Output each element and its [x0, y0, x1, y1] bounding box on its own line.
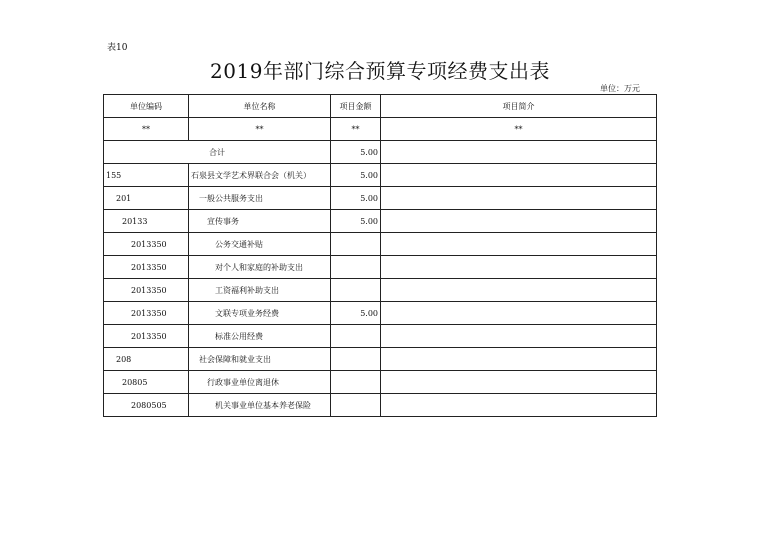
header-amount: 项目金额 — [331, 95, 381, 118]
marker-amount: ** — [331, 118, 381, 141]
marker-intro: ** — [381, 118, 657, 141]
row-name: 公务交通补贴 — [189, 233, 331, 256]
row-intro — [381, 394, 657, 417]
row-name: 一般公共服务支出 — [189, 187, 331, 210]
row-name: 行政事业单位离退休 — [189, 371, 331, 394]
marker-row — [104, 118, 657, 141]
row-name: 标准公用经费 — [189, 325, 331, 348]
row-intro — [381, 164, 657, 187]
total-intro — [381, 141, 657, 164]
row-amount — [331, 325, 381, 348]
row-name: 石泉县文学艺术界联合会（机关） — [189, 164, 331, 187]
row-intro — [381, 325, 657, 348]
budget-table — [103, 94, 657, 417]
row-name: 对个人和家庭的补助支出 — [189, 256, 331, 279]
table-row — [104, 233, 657, 256]
marker-name: ** — [189, 118, 331, 141]
row-intro — [381, 233, 657, 256]
row-amount — [331, 279, 381, 302]
row-intro — [381, 210, 657, 233]
row-amount — [331, 371, 381, 394]
row-code: 201 — [104, 187, 189, 210]
row-amount: 5.00 — [331, 187, 381, 210]
row-name: 工资福利补助支出 — [189, 279, 331, 302]
table-row — [104, 164, 657, 187]
total-label: 合计 — [104, 141, 331, 164]
row-intro — [381, 279, 657, 302]
row-amount: 5.00 — [331, 164, 381, 187]
header-code: 单位编码 — [104, 95, 189, 118]
page-title: 2019年部门综合预算专项经费支出表 — [210, 59, 550, 83]
header-row — [104, 95, 657, 118]
row-code: 2013350 — [104, 256, 189, 279]
row-intro — [381, 256, 657, 279]
row-intro — [381, 348, 657, 371]
row-name: 社会保障和就业支出 — [189, 348, 331, 371]
table-row — [104, 394, 657, 417]
row-amount: 5.00 — [331, 210, 381, 233]
total-amount: 5.00 — [331, 141, 381, 164]
row-code: 20133 — [104, 210, 189, 233]
row-code: 2080505 — [104, 394, 189, 417]
total-row — [104, 141, 657, 164]
table-row — [104, 302, 657, 325]
row-amount — [331, 256, 381, 279]
row-amount — [331, 348, 381, 371]
row-intro — [381, 302, 657, 325]
row-name: 机关事业单位基本养老保险 — [189, 394, 331, 417]
table-row — [104, 325, 657, 348]
table-row — [104, 256, 657, 279]
row-code: 2013350 — [104, 233, 189, 256]
header-name: 单位名称 — [189, 95, 331, 118]
table-row — [104, 348, 657, 371]
row-code: 2013350 — [104, 302, 189, 325]
row-code: 208 — [104, 348, 189, 371]
table-row — [104, 371, 657, 394]
row-name: 宣传事务 — [189, 210, 331, 233]
row-amount — [331, 233, 381, 256]
table-number: 表10 — [107, 43, 128, 53]
row-amount: 5.00 — [331, 302, 381, 325]
table-row — [104, 210, 657, 233]
row-intro — [381, 187, 657, 210]
table-row — [104, 279, 657, 302]
unit-label: 单位：万元 — [600, 84, 640, 93]
table-row — [104, 187, 657, 210]
row-amount — [331, 394, 381, 417]
row-intro — [381, 371, 657, 394]
row-code: 20805 — [104, 371, 189, 394]
row-name: 文联专项业务经费 — [189, 302, 331, 325]
marker-code: ** — [104, 118, 189, 141]
row-code: 2013350 — [104, 279, 189, 302]
row-code: 2013350 — [104, 325, 189, 348]
header-intro: 项目简介 — [381, 95, 657, 118]
row-code: 155 — [104, 164, 189, 187]
